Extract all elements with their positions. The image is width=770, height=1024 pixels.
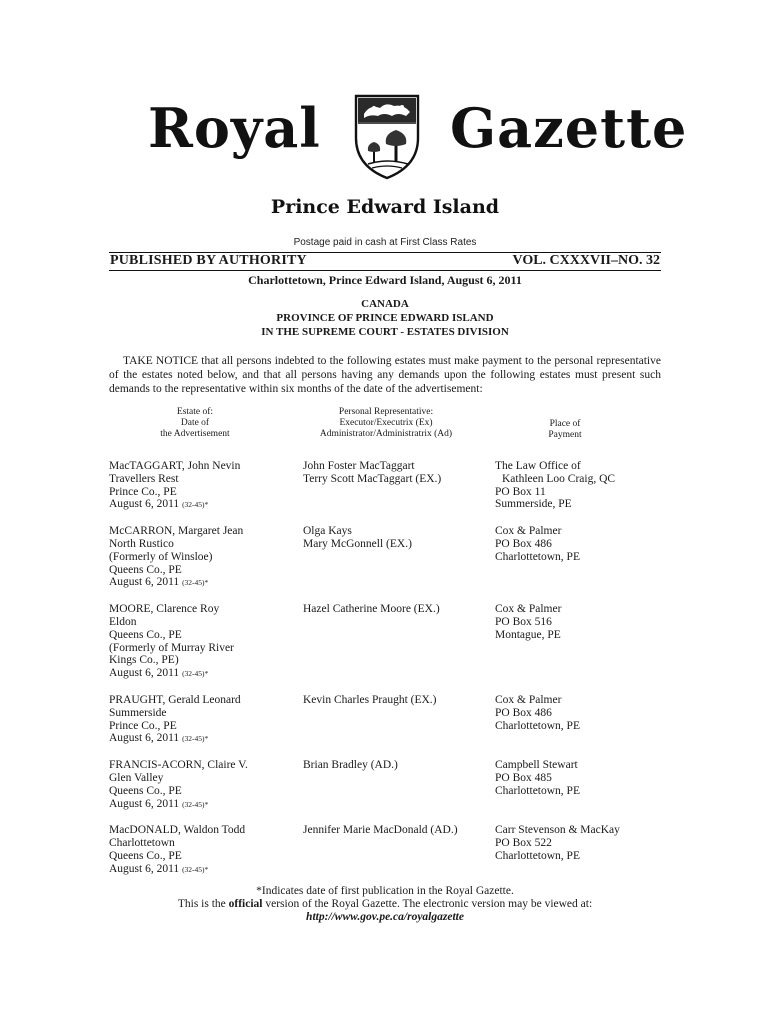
masthead-subtitle: Prince Edward Island — [270, 196, 500, 218]
estate-detail: Prince Co., PE — [109, 485, 177, 498]
representative-column — [303, 525, 495, 590]
payment-line: Carr Stevenson & MacKay — [495, 824, 620, 837]
estate-ref: (32-45)* — [182, 578, 209, 588]
estate-detail: Travellers Rest — [109, 472, 179, 485]
heading-line: CANADA — [361, 298, 409, 310]
payment-column — [495, 525, 661, 590]
footnote-indicates: *Indicates date of first publication in the Royal Gazette. — [256, 885, 514, 897]
estate-entry — [109, 603, 661, 681]
estate-detail: North Rustico — [109, 537, 174, 550]
volume-number: VOL. CXXXVII–NO. 32 — [512, 253, 660, 268]
representative-name: Terry Scott MacTaggart (EX.) — [303, 472, 442, 485]
notice-heading — [0, 297, 770, 339]
payment-line: PO Box 486 — [495, 537, 552, 550]
estate-detail: Kings Co., PE) — [109, 654, 179, 667]
column-header-line: the Advertisement — [160, 429, 230, 439]
masthead — [0, 88, 770, 188]
official-pre: This is the — [177, 898, 229, 910]
payment-line: Kathleen Loo Craig, QC — [502, 472, 616, 485]
representative-name: Olga Kays — [303, 525, 352, 538]
estate-date: August 6, 2011 — [109, 797, 180, 810]
estate-date-line — [109, 798, 303, 812]
masthead-word-royal: Royal — [148, 96, 321, 160]
dateline: Charlottetown, Prince Edward Island, August 6, 2011 — [248, 273, 522, 287]
estate-ref: (32-45)* — [182, 669, 209, 679]
estate-name: MOORE, Clarence Roy — [109, 603, 220, 616]
column-header-payment — [500, 419, 630, 441]
payment-line: Charlottetown, PE — [495, 849, 580, 862]
representative-column — [303, 694, 495, 746]
representative-name: Brian Bradley (AD.) — [303, 759, 398, 772]
payment-line: PO Box 485 — [495, 771, 552, 784]
estate-column — [109, 759, 303, 811]
estate-date-line — [109, 576, 303, 590]
estate-name: MacTAGGART, John Nevin — [109, 460, 241, 472]
estate-date-line — [109, 863, 303, 877]
estate-ref: (32-45)* — [182, 734, 209, 744]
representative-name: Mary McGonnell (EX.) — [303, 537, 412, 550]
estate-detail: Eldon — [109, 615, 137, 628]
estates-list — [109, 460, 661, 890]
estate-detail: Queens Co., PE — [109, 628, 182, 641]
estate-date: August 6, 2011 — [109, 862, 180, 875]
payment-line: PO Box 522 — [495, 837, 552, 850]
heading-line: PROVINCE OF PRINCE EDWARD ISLAND — [276, 312, 494, 324]
payment-line: Cox & Palmer — [495, 693, 562, 706]
official-post: version of the Royal Gazette. The electronic version may be viewed at: — [262, 898, 593, 910]
representative-column — [303, 824, 495, 876]
payment-line: Charlottetown, PE — [495, 550, 580, 563]
estate-detail: Glen Valley — [109, 771, 164, 784]
coat-of-arms-icon — [350, 92, 424, 180]
column-header-line: Payment — [548, 430, 582, 440]
notice-paragraph: TAKE NOTICE that all persons indebted to the following estates must make payment to the personal representative of the estates noted below, and that all persons having any demands upon the following estates must present such demands to the representative within six months of the date of the advertisement: — [109, 355, 661, 395]
estate-detail: Prince Co., PE — [109, 719, 177, 732]
payment-line: PO Box 11 — [495, 485, 546, 498]
estate-ref: (32-45)* — [182, 864, 209, 874]
published-by-authority: PUBLISHED BY AUTHORITY — [110, 253, 307, 268]
payment-column — [495, 694, 661, 746]
heading-line: IN THE SUPREME COURT - ESTATES DIVISION — [261, 326, 509, 338]
estate-date: August 6, 2011 — [109, 667, 180, 680]
estate-detail: Charlottetown — [109, 837, 175, 850]
estate-date-line — [109, 498, 303, 512]
estate-entry — [109, 525, 661, 590]
payment-column — [495, 460, 661, 512]
estate-ref: (32-45)* — [182, 500, 209, 510]
estate-detail: Queens Co., PE — [109, 849, 182, 862]
payment-line: Campbell Stewart — [495, 759, 578, 772]
estate-ref: (32-45)* — [182, 799, 209, 809]
estate-column — [109, 525, 303, 590]
payment-column — [495, 759, 661, 811]
official-word: official — [228, 898, 263, 910]
payment-line: Summerside, PE — [495, 498, 572, 511]
estate-date: August 6, 2011 — [109, 498, 180, 511]
estate-entry — [109, 460, 661, 512]
estate-name: MacDONALD, Waldon Todd — [109, 824, 246, 837]
estate-name: PRAUGHT, Gerald Leonard — [109, 693, 241, 706]
estate-detail: Summerside — [109, 706, 167, 719]
estate-column — [109, 694, 303, 746]
column-header-representative — [296, 407, 476, 440]
estate-detail: (Formerly of Murray River — [109, 641, 234, 654]
payment-line: Charlottetown, PE — [495, 719, 580, 732]
footnote — [0, 885, 770, 924]
estate-name: McCARRON, Margaret Jean — [109, 525, 244, 538]
divider-bottom — [109, 270, 661, 271]
estate-column — [109, 603, 303, 681]
column-header-estate — [130, 407, 260, 440]
payment-column — [495, 824, 661, 876]
payment-line: Cox & Palmer — [495, 603, 562, 616]
estate-column — [109, 460, 303, 512]
representative-column — [303, 759, 495, 811]
estate-detail: (Formerly of Winsloe) — [109, 550, 213, 563]
representative-name: Jennifer Marie MacDonald (AD.) — [303, 824, 458, 837]
postage-note: Postage paid in cash at First Class Rates — [293, 237, 477, 248]
estate-entry — [109, 694, 661, 746]
representative-column — [303, 460, 495, 512]
payment-column — [495, 603, 661, 681]
estate-entry — [109, 759, 661, 811]
representative-name: Hazel Catherine Moore (EX.) — [303, 603, 440, 616]
column-header-line: Date of — [180, 418, 210, 428]
representative-column — [303, 603, 495, 681]
payment-line: Montague, PE — [495, 628, 561, 641]
estate-date-line — [109, 667, 303, 681]
payment-line: Charlottetown, PE — [495, 784, 580, 797]
estate-date-line — [109, 732, 303, 746]
column-header-line: Personal Representative: — [338, 407, 434, 417]
footnote-official — [0, 898, 770, 911]
estate-entry — [109, 824, 661, 876]
payment-line: PO Box 486 — [495, 706, 552, 719]
estate-date: August 6, 2011 — [109, 576, 180, 589]
payment-line: Cox & Palmer — [495, 525, 562, 538]
estate-column — [109, 824, 303, 876]
gazette-url-link[interactable]: http://www.gov.pe.ca/royalgazette — [306, 911, 464, 923]
estate-detail: Queens Co., PE — [109, 784, 182, 797]
payment-line: The Law Office of — [495, 460, 581, 472]
column-header-line: Place of — [549, 419, 581, 429]
estate-name: FRANCIS-ACORN, Claire V. — [109, 759, 248, 772]
payment-line: PO Box 516 — [495, 615, 552, 628]
estate-detail: Queens Co., PE — [109, 563, 182, 576]
column-header-line: Executor/Executrix (Ex) — [339, 418, 433, 428]
estate-date: August 6, 2011 — [109, 732, 180, 745]
column-header-line: Estate of: — [176, 407, 214, 417]
representative-name: John Foster MacTaggart — [303, 460, 415, 472]
masthead-word-gazette: Gazette — [450, 96, 688, 160]
representative-name: Kevin Charles Praught (EX.) — [303, 693, 437, 706]
column-header-line: Administrator/Administratrix (Ad) — [319, 429, 453, 439]
